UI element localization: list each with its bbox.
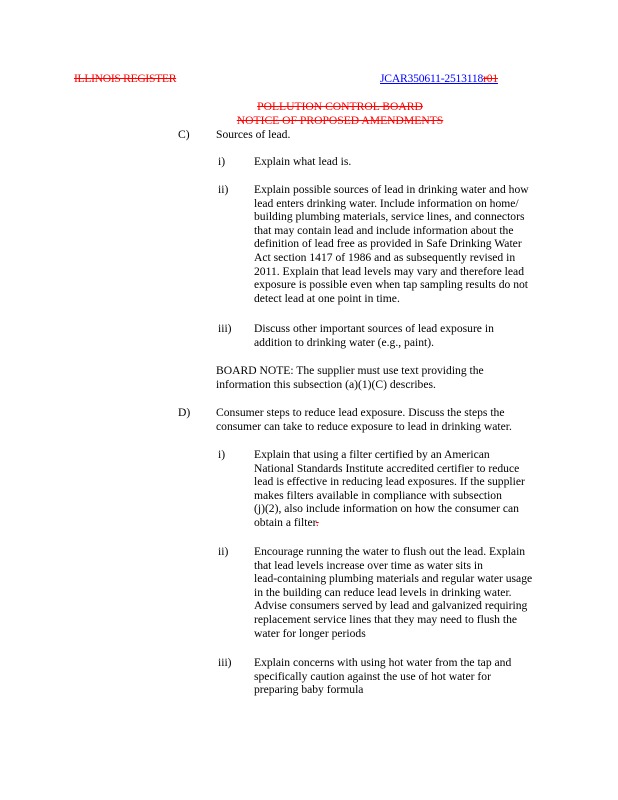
text-line: National Standards Institute accredited certifier to reduce: [254, 461, 520, 475]
text-line: Explain concerns with using hot water from the tap and: [254, 656, 512, 669]
text-line: Consumer steps to reduce lead exposure. Discuss the steps the: [216, 406, 505, 419]
d-i-text: [254, 448, 584, 530]
text-line: Explain possible sources of lead in drinking water and how: [254, 183, 529, 196]
text-line: in the building can reduce lead levels in drinking water.: [254, 585, 512, 599]
register-title: ILLINOIS REGISTER: [74, 72, 177, 85]
text-line: water for longer periods: [254, 626, 366, 640]
text-line: exposure is possible even when tap sampling results do not: [254, 278, 529, 292]
jcar-code-revision: r01: [483, 72, 498, 85]
d-ii-text: [254, 545, 584, 640]
text-line: definition of lead free as provided in Safe Drinking Water: [254, 237, 522, 251]
text-line: replacement service lines that they may need to flush the: [254, 612, 518, 626]
c-iii-text: [254, 322, 584, 349]
c-ii-marker: ii): [218, 183, 229, 196]
c-ii-text: [254, 183, 584, 305]
jcar-code: [380, 72, 498, 86]
deleted-period: .: [315, 515, 319, 529]
c-i-text: [254, 155, 584, 169]
text-line: Encourage running the water to flush out the lead. Explain: [254, 545, 526, 558]
text-line: lead enters drinking water. Include information on home/: [254, 196, 519, 210]
d-iii-text: [254, 656, 584, 697]
text-line: BOARD NOTE: The supplier must use text providing the: [216, 364, 484, 377]
text-line: lead is effective in reducing lead exposures. If the supplier: [254, 475, 525, 489]
text-line: (j)(2), also include information on how the consumer can: [254, 502, 519, 516]
text-line: [254, 516, 584, 530]
d-i-marker: i): [218, 448, 226, 461]
board-title: POLLUTION CONTROL BOARD: [257, 100, 423, 113]
text-line: 2011. Explain that lead levels may vary and therefore lead: [254, 264, 524, 278]
jcar-code-main: JCAR350611-2513118: [380, 72, 484, 85]
text-line: that may contain lead and include information about the: [254, 223, 514, 237]
text-line: specifically caution against the use of hot water for: [254, 669, 491, 683]
text-line: Explain what lead is.: [254, 155, 352, 168]
c-i-marker: i): [218, 155, 226, 168]
c-iii-marker: iii): [218, 322, 232, 335]
board-note: [216, 364, 566, 391]
notice-title: NOTICE OF PROPOSED AMENDMENTS: [236, 114, 444, 127]
text-line: preparing baby formula: [254, 683, 364, 697]
text-line-body: obtain a filter: [254, 515, 316, 529]
d-ii-marker: ii): [218, 545, 229, 558]
section-c-heading: Sources of lead.: [216, 128, 291, 141]
text-line: information this subsection (a)(1)(C) describes.: [216, 377, 436, 391]
section-d-heading: [216, 406, 586, 433]
text-line: addition to drinking water (e.g., paint).: [254, 335, 434, 349]
text-line: Explain that using a filter certified by an American: [254, 448, 490, 461]
text-line: Advise consumers served by lead and galvanized requiring: [254, 599, 528, 613]
text-line: Discuss other important sources of lead exposure in: [254, 322, 494, 335]
text-line: lead-containing plumbing materials and regular water usage: [254, 572, 533, 586]
text-line: detect lead at one point in time.: [254, 291, 400, 305]
text-line: that lead levels increase over time as water sits in: [254, 558, 483, 572]
text-line: consumer can take to reduce exposure to lead in drinking water.: [216, 419, 512, 433]
text-line: Act section 1417 of 1986 and as subsequently revised in: [254, 250, 516, 264]
d-iii-marker: iii): [218, 656, 232, 669]
section-d-marker: D): [178, 406, 191, 419]
section-c-marker: C): [178, 128, 190, 141]
text-line: building plumbing materials, service lines, and connectors: [254, 210, 525, 224]
text-line: makes filters available in compliance with subsection: [254, 488, 502, 502]
